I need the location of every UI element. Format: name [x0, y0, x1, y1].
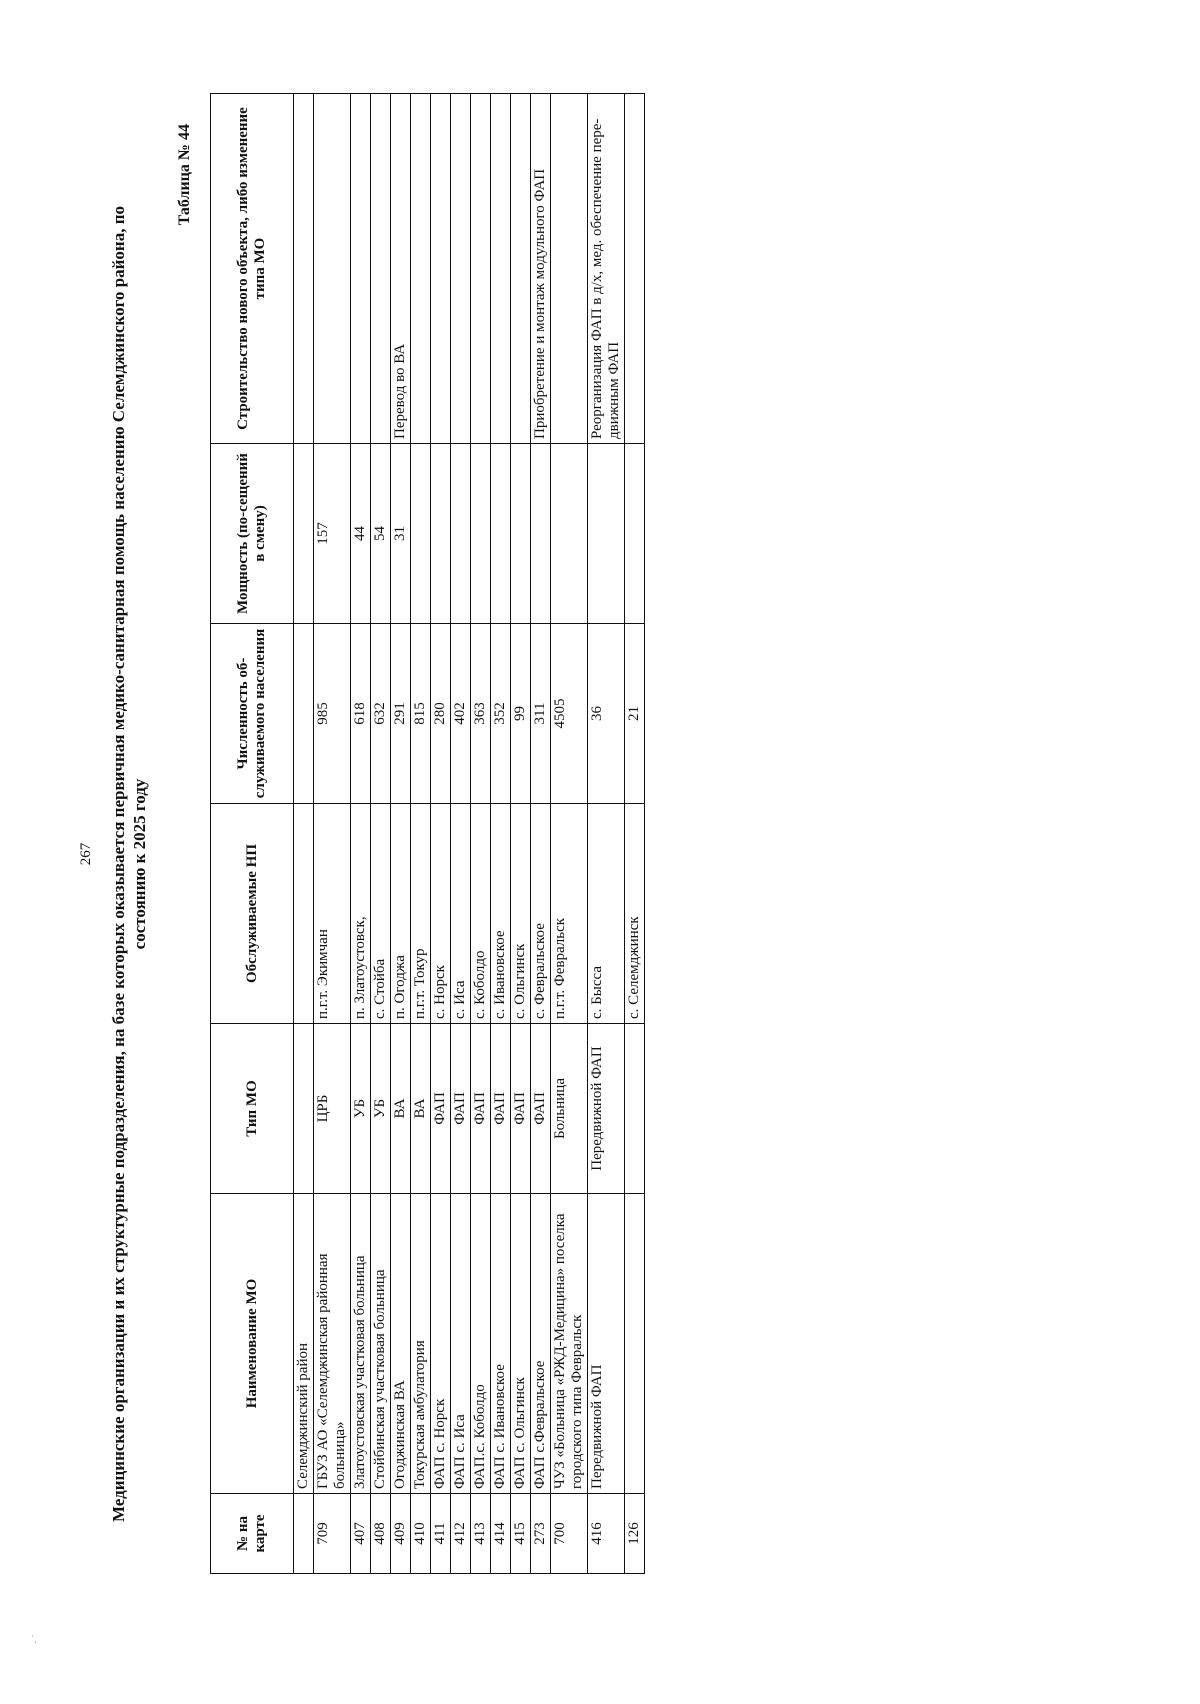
row-type: ФАП — [531, 1024, 551, 1194]
row-type: ФАП — [511, 1024, 531, 1194]
row-settlement: с. Стойба — [371, 804, 391, 1024]
scan-artifact: · ˙ — [30, 1633, 42, 1644]
row-name: ЧУЗ «Больница «РЖД-Медицина» поселка городского типа Февральск — [551, 1194, 588, 1494]
row-type: ФАП — [491, 1024, 511, 1194]
row-construction: Реорганизация ФАП в д/х, мед. обеспечение пере-движным ФАП — [588, 94, 625, 444]
page-number: 267 — [78, 842, 94, 866]
row-construction — [431, 94, 451, 444]
row-population: 618 — [351, 624, 371, 804]
header-settlements: Обслуживаемые НП — [211, 804, 294, 1024]
row-name: ФАП с. Норск — [431, 1194, 451, 1494]
row-population: 363 — [471, 624, 491, 804]
row-settlement: п.г.т. Экимчан — [314, 804, 351, 1024]
row-type: ФАП — [471, 1024, 491, 1194]
row-settlement: с. Иса — [451, 804, 471, 1024]
row-type: ФАП — [431, 1024, 451, 1194]
row-population: 402 — [451, 624, 471, 804]
section-empty-cell — [294, 624, 314, 804]
table-row — [511, 94, 531, 1574]
row-num: 410 — [411, 1494, 431, 1574]
row-population: 985 — [314, 624, 351, 804]
row-settlement: с. Февральское — [531, 804, 551, 1024]
row-population: 36 — [588, 624, 625, 804]
table-label: Таблица № 44 — [176, 124, 193, 226]
table-row — [391, 94, 411, 1574]
row-settlement: с. Ивановское — [491, 804, 511, 1024]
row-name: ФАП с. Ивановское — [491, 1194, 511, 1494]
row-type: ВА — [391, 1024, 411, 1194]
row-construction — [471, 94, 491, 444]
row-type: УБ — [371, 1024, 391, 1194]
row-population: 815 — [411, 624, 431, 804]
row-name: Токурская амбулатория — [411, 1194, 431, 1494]
row-capacity — [411, 444, 431, 624]
row-construction — [491, 94, 511, 444]
row-name: ФАП с.Февральское — [531, 1194, 551, 1494]
row-num: 273 — [531, 1494, 551, 1574]
section-row — [294, 94, 314, 1574]
section-label: Селемджинский район — [294, 1194, 314, 1494]
row-settlement: с. Бысса — [588, 804, 625, 1024]
row-num: 414 — [491, 1494, 511, 1574]
row-construction — [411, 94, 431, 444]
section-num-cell — [294, 1494, 314, 1574]
table-row — [551, 94, 588, 1574]
row-capacity: 44 — [351, 444, 371, 624]
row-num: 700 — [551, 1494, 588, 1574]
table-row — [431, 94, 451, 1574]
row-population: 21 — [625, 624, 645, 804]
row-type: Больница — [551, 1024, 588, 1194]
row-settlement: с. Ольгинск — [511, 804, 531, 1024]
row-num: 408 — [371, 1494, 391, 1574]
table-row — [625, 94, 645, 1574]
facilities-table — [210, 93, 645, 1574]
row-population: 632 — [371, 624, 391, 804]
row-settlement: с. Коболдо — [471, 804, 491, 1024]
table-row — [471, 94, 491, 1574]
header-population: Численность об-служиваемого населения — [211, 624, 294, 804]
row-type — [625, 1024, 645, 1194]
row-settlement: с. Норск — [431, 804, 451, 1024]
row-construction — [551, 94, 588, 444]
row-population: 280 — [431, 624, 451, 804]
table-row — [314, 94, 351, 1574]
header-capacity: Мощность (по-сещений в смену) — [211, 444, 294, 624]
row-construction — [625, 94, 645, 444]
row-population: 291 — [391, 624, 411, 804]
row-name: Стойбинская участковая больница — [371, 1194, 391, 1494]
row-name: ФАП с. Иса — [451, 1194, 471, 1494]
row-capacity: 157 — [314, 444, 351, 624]
table-header-row — [211, 94, 294, 1574]
row-capacity — [471, 444, 491, 624]
document-title: Медицинские организации и их структурные подразделения, на базе которых оказывается первичная медико-санитарная помощь населению Селемджинского района, по состоянию к 2025 году — [109, 205, 149, 1523]
table-row — [491, 94, 511, 1574]
row-capacity — [431, 444, 451, 624]
row-settlement: п. Златоустовск, — [351, 804, 371, 1024]
row-num: 416 — [588, 1494, 625, 1574]
table-row — [588, 94, 625, 1574]
row-settlement: с. Селемджинск — [625, 804, 645, 1024]
row-capacity — [491, 444, 511, 624]
row-settlement: п. Огоджа — [391, 804, 411, 1024]
row-construction — [314, 94, 351, 444]
row-construction — [451, 94, 471, 444]
row-name: ФАП с. Ольгинск — [511, 1194, 531, 1494]
row-num: 412 — [451, 1494, 471, 1574]
row-capacity — [451, 444, 471, 624]
row-construction — [371, 94, 391, 444]
row-capacity — [625, 444, 645, 624]
header-construction: Строительство нового объекта, либо изменение типа МО — [211, 94, 294, 444]
row-capacity — [531, 444, 551, 624]
row-num: 415 — [511, 1494, 531, 1574]
row-settlement: п.г.т. Токур — [411, 804, 431, 1024]
row-type: ЦРБ — [314, 1024, 351, 1194]
row-construction: Приобретение и монтаж модульного ФАП — [531, 94, 551, 444]
row-capacity: 54 — [371, 444, 391, 624]
row-num: 413 — [471, 1494, 491, 1574]
row-construction — [351, 94, 371, 444]
section-empty-cell — [294, 1024, 314, 1194]
row-name: Передвижной ФАП — [588, 1194, 625, 1494]
row-capacity — [511, 444, 531, 624]
row-capacity: 31 — [391, 444, 411, 624]
header-type: Тип МО — [211, 1024, 294, 1194]
table-row — [351, 94, 371, 1574]
row-num: 126 — [625, 1494, 645, 1574]
row-capacity — [551, 444, 588, 624]
row-population: 4505 — [551, 624, 588, 804]
header-name: Наименование МО — [211, 1194, 294, 1494]
section-empty-cell — [294, 804, 314, 1024]
row-type: Передвижной ФАП — [588, 1024, 625, 1194]
table-row — [411, 94, 431, 1574]
row-population: 99 — [511, 624, 531, 804]
table-row — [371, 94, 391, 1574]
row-capacity — [588, 444, 625, 624]
row-num: 709 — [314, 1494, 351, 1574]
row-name: ГБУЗ АО «Селемджинская районная больница» — [314, 1194, 351, 1494]
row-type: ВА — [411, 1024, 431, 1194]
row-num: 407 — [351, 1494, 371, 1574]
row-name — [625, 1194, 645, 1494]
row-num: 411 — [431, 1494, 451, 1574]
row-population: 311 — [531, 624, 551, 804]
row-name: ФАП.с. Коболдо — [471, 1194, 491, 1494]
header-num: № на карте — [211, 1494, 294, 1574]
row-num: 409 — [391, 1494, 411, 1574]
row-construction: Перевод во ВА — [391, 94, 411, 444]
row-type: ФАП — [451, 1024, 471, 1194]
row-settlement: п.г.т. Февральск — [551, 804, 588, 1024]
row-type: УБ — [351, 1024, 371, 1194]
section-empty-cell — [294, 444, 314, 624]
row-construction — [511, 94, 531, 444]
row-name: Огоджинская ВА — [391, 1194, 411, 1494]
row-name: Златоустовская участковая больница — [351, 1194, 371, 1494]
table-row — [531, 94, 551, 1574]
table-row — [451, 94, 471, 1574]
section-empty-cell — [294, 94, 314, 444]
row-population: 352 — [491, 624, 511, 804]
